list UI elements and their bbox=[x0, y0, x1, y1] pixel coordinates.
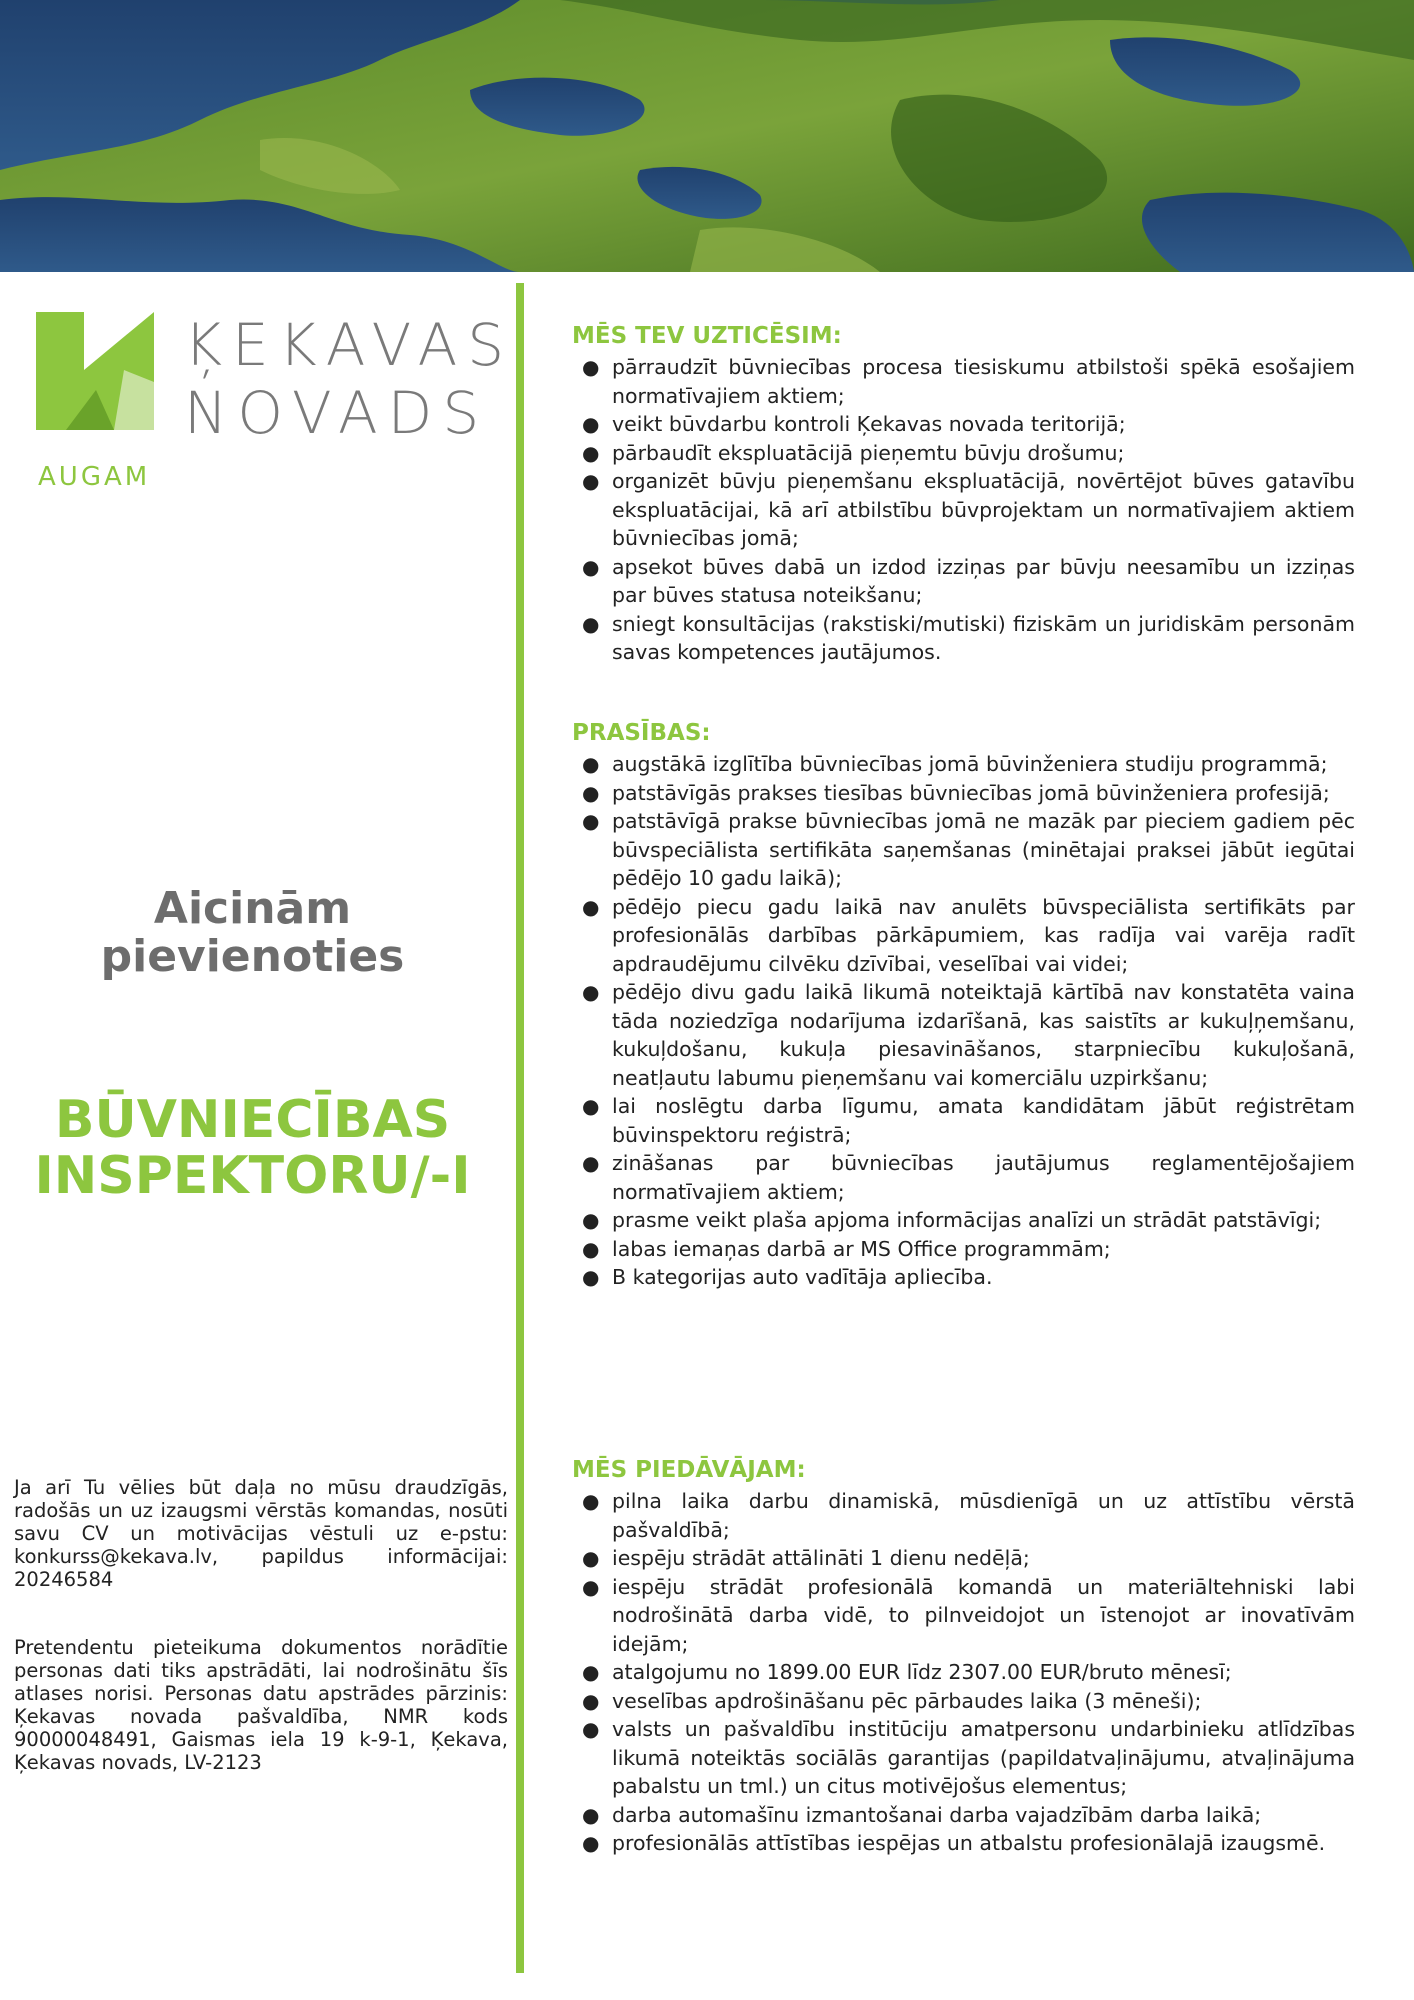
list-item: ● pilna laika darbu dinamiskā, mūsdienīgā un uz attīstību vērstā pašvaldībā; bbox=[582, 1489, 1355, 1542]
bullet-icon: ● bbox=[582, 355, 600, 379]
vertical-divider bbox=[516, 283, 524, 1973]
bullet-icon: ● bbox=[582, 412, 600, 436]
list-item: ● sniegt konsultācijas (rakstiski/mutiski) fiziskām un juridiskām personām savas kompetences jautājumos. bbox=[582, 611, 1355, 664]
bullet-icon: ● bbox=[582, 1489, 600, 1513]
privacy-notice: Pretendentu pieteikuma dokumentos norādītie personas dati tiks apstrādāti, lai nodrošinātu šīs atlases norisi. Personas datu apstrādes pārzinis: Ķekavas novada pašvaldība, NMR kods 90000048491, Gaismas iela 19 k-9-1, Ķekava, Ķekavas novads, LV-2123 bbox=[14, 1636, 508, 1774]
section-title: MĒS PIEDĀVĀJAM: bbox=[572, 1457, 806, 1483]
invite-heading bbox=[0, 885, 505, 981]
bullet-icon: ● bbox=[582, 469, 600, 493]
k-logo-mark-icon bbox=[36, 312, 154, 430]
bullet-icon: ● bbox=[582, 1660, 600, 1684]
bullet-icon: ● bbox=[582, 1717, 600, 1741]
bullet-icon: ● bbox=[582, 1236, 600, 1261]
bullet-icon: ● bbox=[582, 440, 600, 465]
list-item: ● iespēju strādāt profesionālā komandā un materiāltehniski labi nodrošinātā darba vidē, to pilnveidojot un īstenojot ar inovatīvām idejām; bbox=[582, 1574, 1355, 1656]
bullet-list bbox=[572, 1487, 1355, 1858]
list-item: ● augstākā izglītība būvniecības jomā būvinženiera studiju programmā; bbox=[572, 750, 1355, 779]
invite-line-2: pievienoties bbox=[100, 931, 405, 982]
list-item: ● darba automašīnu izmantošanai darba vajadzībām darba laikā; bbox=[572, 1801, 1355, 1830]
bullet-icon: ● bbox=[582, 1574, 600, 1599]
logo-word-kekavas: ĶEKAVAS bbox=[184, 311, 515, 379]
list-item: ● pārraudzīt būvniecības procesa tiesiskumu atbilstoši spēkā esošajiem normatīvajiem aktiem; bbox=[582, 355, 1355, 408]
list-item: ● B kategorijas auto vadītāja apliecība. bbox=[572, 1263, 1355, 1292]
list-item: ● veselības apdrošināšanu pēc pārbaudes laika (3 mēneši); bbox=[572, 1687, 1355, 1716]
bullet-icon: ● bbox=[582, 611, 600, 636]
list-item: ● apsekot būves dabā un izdod izziņas par būvju neesamību un izziņas par būves statusa noteikšanu; bbox=[582, 554, 1355, 607]
list-item: ● organizēt būvju pieņemšanu ekspluatācijā, novērtējot būves gatavību ekspluatācijai, kā arī atbilstību būvprojektam un normatīvajiem aktiem būvniecības jomā; bbox=[582, 469, 1355, 550]
bullet-icon: ● bbox=[582, 1546, 600, 1570]
bullet-icon: ● bbox=[582, 1802, 600, 1827]
invite-line-1: Aicinām bbox=[153, 883, 352, 934]
bullet-icon: ● bbox=[582, 1688, 600, 1713]
section-title: PRASĪBAS: bbox=[572, 720, 711, 746]
bullet-icon: ● bbox=[582, 780, 600, 805]
section-offer bbox=[572, 1455, 1355, 1858]
bullet-icon: ● bbox=[582, 980, 600, 1004]
section-responsibilities bbox=[572, 321, 1355, 667]
bullet-icon: ● bbox=[582, 1151, 600, 1175]
bullet-icon: ● bbox=[582, 752, 600, 776]
list-item: ● pēdējo piecu gadu laikā nav anulēts būvspeciālista sertifikāts par profesionālās darbības pārkāpumiem, kas radīja vai varēja radīt apdraudējumu cilvēku dzīvībai, veselībai vai videi; bbox=[582, 894, 1355, 976]
bullet-icon: ● bbox=[582, 894, 600, 919]
landscape-illustration bbox=[0, 0, 1414, 272]
bullet-icon: ● bbox=[582, 1094, 600, 1118]
list-item: ● atalgojumu no 1899.00 EUR līdz 2307.00 EUR/bruto mēnesī; bbox=[572, 1658, 1355, 1687]
bullet-icon: ● bbox=[582, 1208, 600, 1232]
list-item: ● patstāvīgās prakses tiesības būvniecības jomā būvinženiera profesijā; bbox=[572, 779, 1355, 808]
kekavas-novads-logo bbox=[36, 302, 515, 492]
role-line-2: INSPEKTORU/-I bbox=[34, 1146, 471, 1206]
list-item: ● valsts un pašvaldību institūciju amatpersonu undarbinieku atlīdzības likumā noteiktās sociālās garantijas (papildatvaļinājumu, atvaļinājuma pabalstu un tml.) un citus motivējošus elementus; bbox=[582, 1717, 1355, 1798]
list-item: ● pārbaudīt ekspluatācijā pieņemtu būvju drošumu; bbox=[572, 439, 1355, 468]
list-item: ● veikt būvdarbu kontroli Ķekavas novada teritorijā; bbox=[572, 410, 1355, 439]
list-item: ● patstāvīgā prakse būvniecības jomā ne mazāk par pieciem gadiem pēc būvspeciālista sertifikāta saņemšanas (minētajai praksei jābūt iegūtai pēdējo 10 gadu laikā); bbox=[582, 809, 1355, 890]
list-item: ● prasme veikt plaša apjoma informācijas analīzi un strādāt patstāvīgi; bbox=[572, 1206, 1355, 1235]
list-item: ● labas iemaņas darbā ar MS Office programmām; bbox=[572, 1235, 1355, 1264]
logo-word-novads: NOVADS bbox=[184, 379, 490, 447]
bullet-icon: ● bbox=[582, 1265, 600, 1289]
bullet-list bbox=[572, 353, 1355, 667]
list-item: ● zināšanas par būvniecības jautājumus reglamentējošajiem normatīvajiem aktiem; bbox=[582, 1151, 1355, 1204]
bullet-icon: ● bbox=[582, 554, 600, 579]
role-title bbox=[0, 1092, 505, 1204]
logo-tagline: AUGAM bbox=[38, 462, 151, 492]
role-line-1: BŪVNIECĪBAS bbox=[54, 1090, 451, 1150]
hero-landscape-image bbox=[0, 0, 1414, 272]
bullet-icon: ● bbox=[582, 809, 600, 833]
section-title: MĒS TEV UZTICĒSIM: bbox=[572, 323, 842, 349]
apply-instructions: Ja arī Tu vēlies būt daļa no mūsu draudzīgās, radošās un uz izaugsmi vērstās komandas, nosūti savu CV un motivācijas vēstuli uz e-pstu: konkurss@kekava.lv, papildus informācijai: 20246584 bbox=[14, 1476, 508, 1591]
section-requirements bbox=[572, 718, 1355, 1292]
bullet-icon: ● bbox=[582, 1831, 600, 1855]
bullet-list bbox=[572, 750, 1355, 1292]
list-item: ● iespēju strādāt attālināti 1 dienu nedēļā; bbox=[572, 1544, 1355, 1573]
list-item: ● pēdējo divu gadu laikā likumā noteiktajā kārtībā nav konstatēta vaina tāda noziedzīga nodarījuma izdarīšanā, kas saistīts ar kukuļņemšanu, kukuļdošanu, kukuļa piesavināšanos, starpniecību kukuļošanā, neatļautu labumu pieņemšanu vai komerciālu uzpirkšanu; bbox=[582, 980, 1355, 1090]
list-item: ● lai noslēgtu darba līgumu, amata kandidātam jābūt reģistrētam būvinspektoru reģistrā; bbox=[582, 1094, 1355, 1147]
list-item: ● profesionālās attīstības iespējas un atbalstu profesionālajā izaugsmē. bbox=[572, 1829, 1355, 1858]
